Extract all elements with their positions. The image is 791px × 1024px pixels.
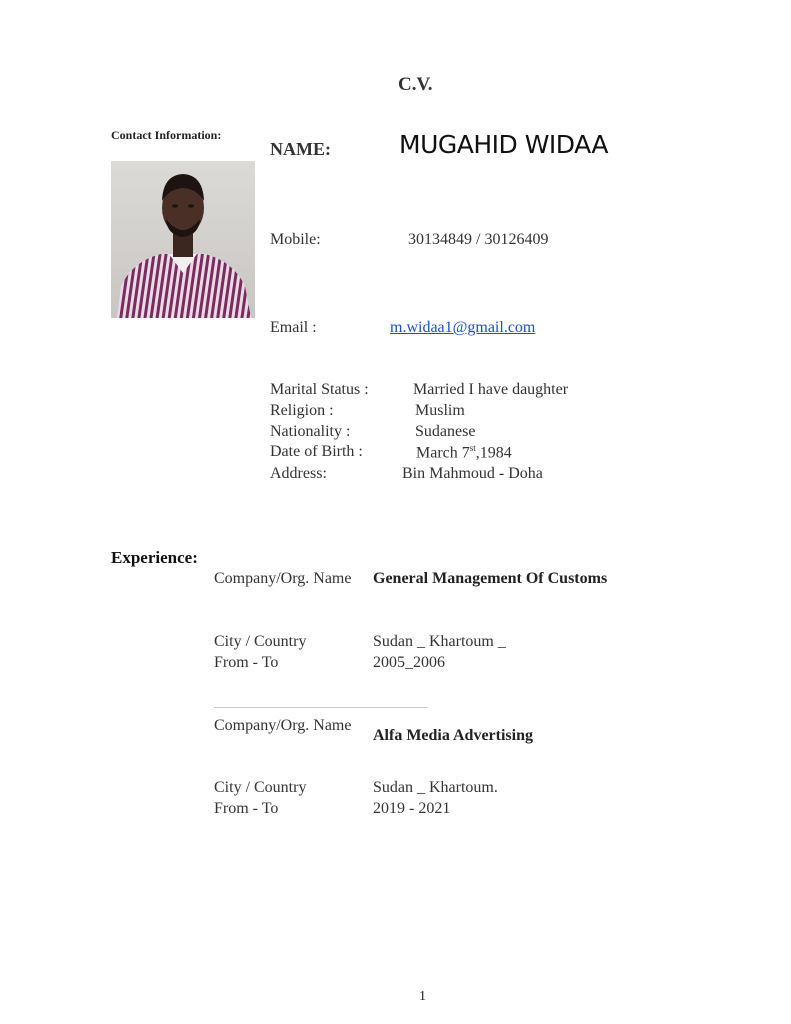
exp2-city-value: Sudan _ Khartoum. — [373, 779, 498, 796]
religion-label: Religion : — [270, 402, 334, 419]
page-number: 1 — [419, 989, 426, 1004]
date-of-birth-label: Date of Birth : — [270, 443, 363, 460]
experience-title: Experience: — [111, 548, 198, 567]
contact-information-label: Contact Information: — [111, 128, 222, 142]
exp1-period-label: From - To — [214, 654, 279, 671]
mobile-value: 30134849 / 30126409 — [408, 231, 549, 248]
dob-suffix: st — [469, 443, 476, 453]
exp2-company-label: Company/Org. Name — [214, 717, 352, 734]
exp2-company-value: Alfa Media Advertising — [373, 727, 533, 744]
email-label: Email : — [270, 319, 317, 336]
person-photo-icon — [111, 161, 255, 318]
dob-year: ,1984 — [475, 444, 512, 462]
nationality-value: Sudanese — [415, 423, 476, 440]
exp1-company-value: General Management Of Customs — [373, 570, 608, 587]
marital-status-value: Married I have daughter — [413, 381, 569, 398]
exp1-city-label: City / Country — [214, 633, 307, 650]
profile-photo — [111, 161, 255, 318]
marital-status-label: Marital Status : — [270, 381, 369, 398]
address-value: Bin Mahmoud - Doha — [402, 465, 543, 482]
exp1-city-value: Sudan _ Khartoum _ — [373, 633, 506, 650]
dob-main: March 7 — [416, 444, 470, 462]
nationality-label: Nationality : — [270, 423, 351, 440]
address-label: Address: — [270, 465, 327, 482]
name-value: MUGAHID WIDAA — [399, 130, 609, 159]
religion-value: Muslim — [415, 402, 465, 419]
exp1-period-value: 2005_2006 — [373, 654, 445, 671]
experience-divider — [214, 707, 428, 708]
exp1-company-label: Company/Org. Name — [214, 570, 352, 587]
exp2-city-label: City / Country — [214, 779, 307, 796]
mobile-label: Mobile: — [270, 231, 321, 248]
email-link[interactable]: m.widaa1@gmail.com — [390, 319, 536, 336]
cv-title: C.V. — [398, 74, 433, 95]
date-of-birth-value — [416, 443, 512, 462]
name-label: NAME: — [270, 139, 331, 159]
exp2-period-value: 2019 - 2021 — [373, 800, 451, 817]
exp2-period-label: From - To — [214, 800, 279, 817]
